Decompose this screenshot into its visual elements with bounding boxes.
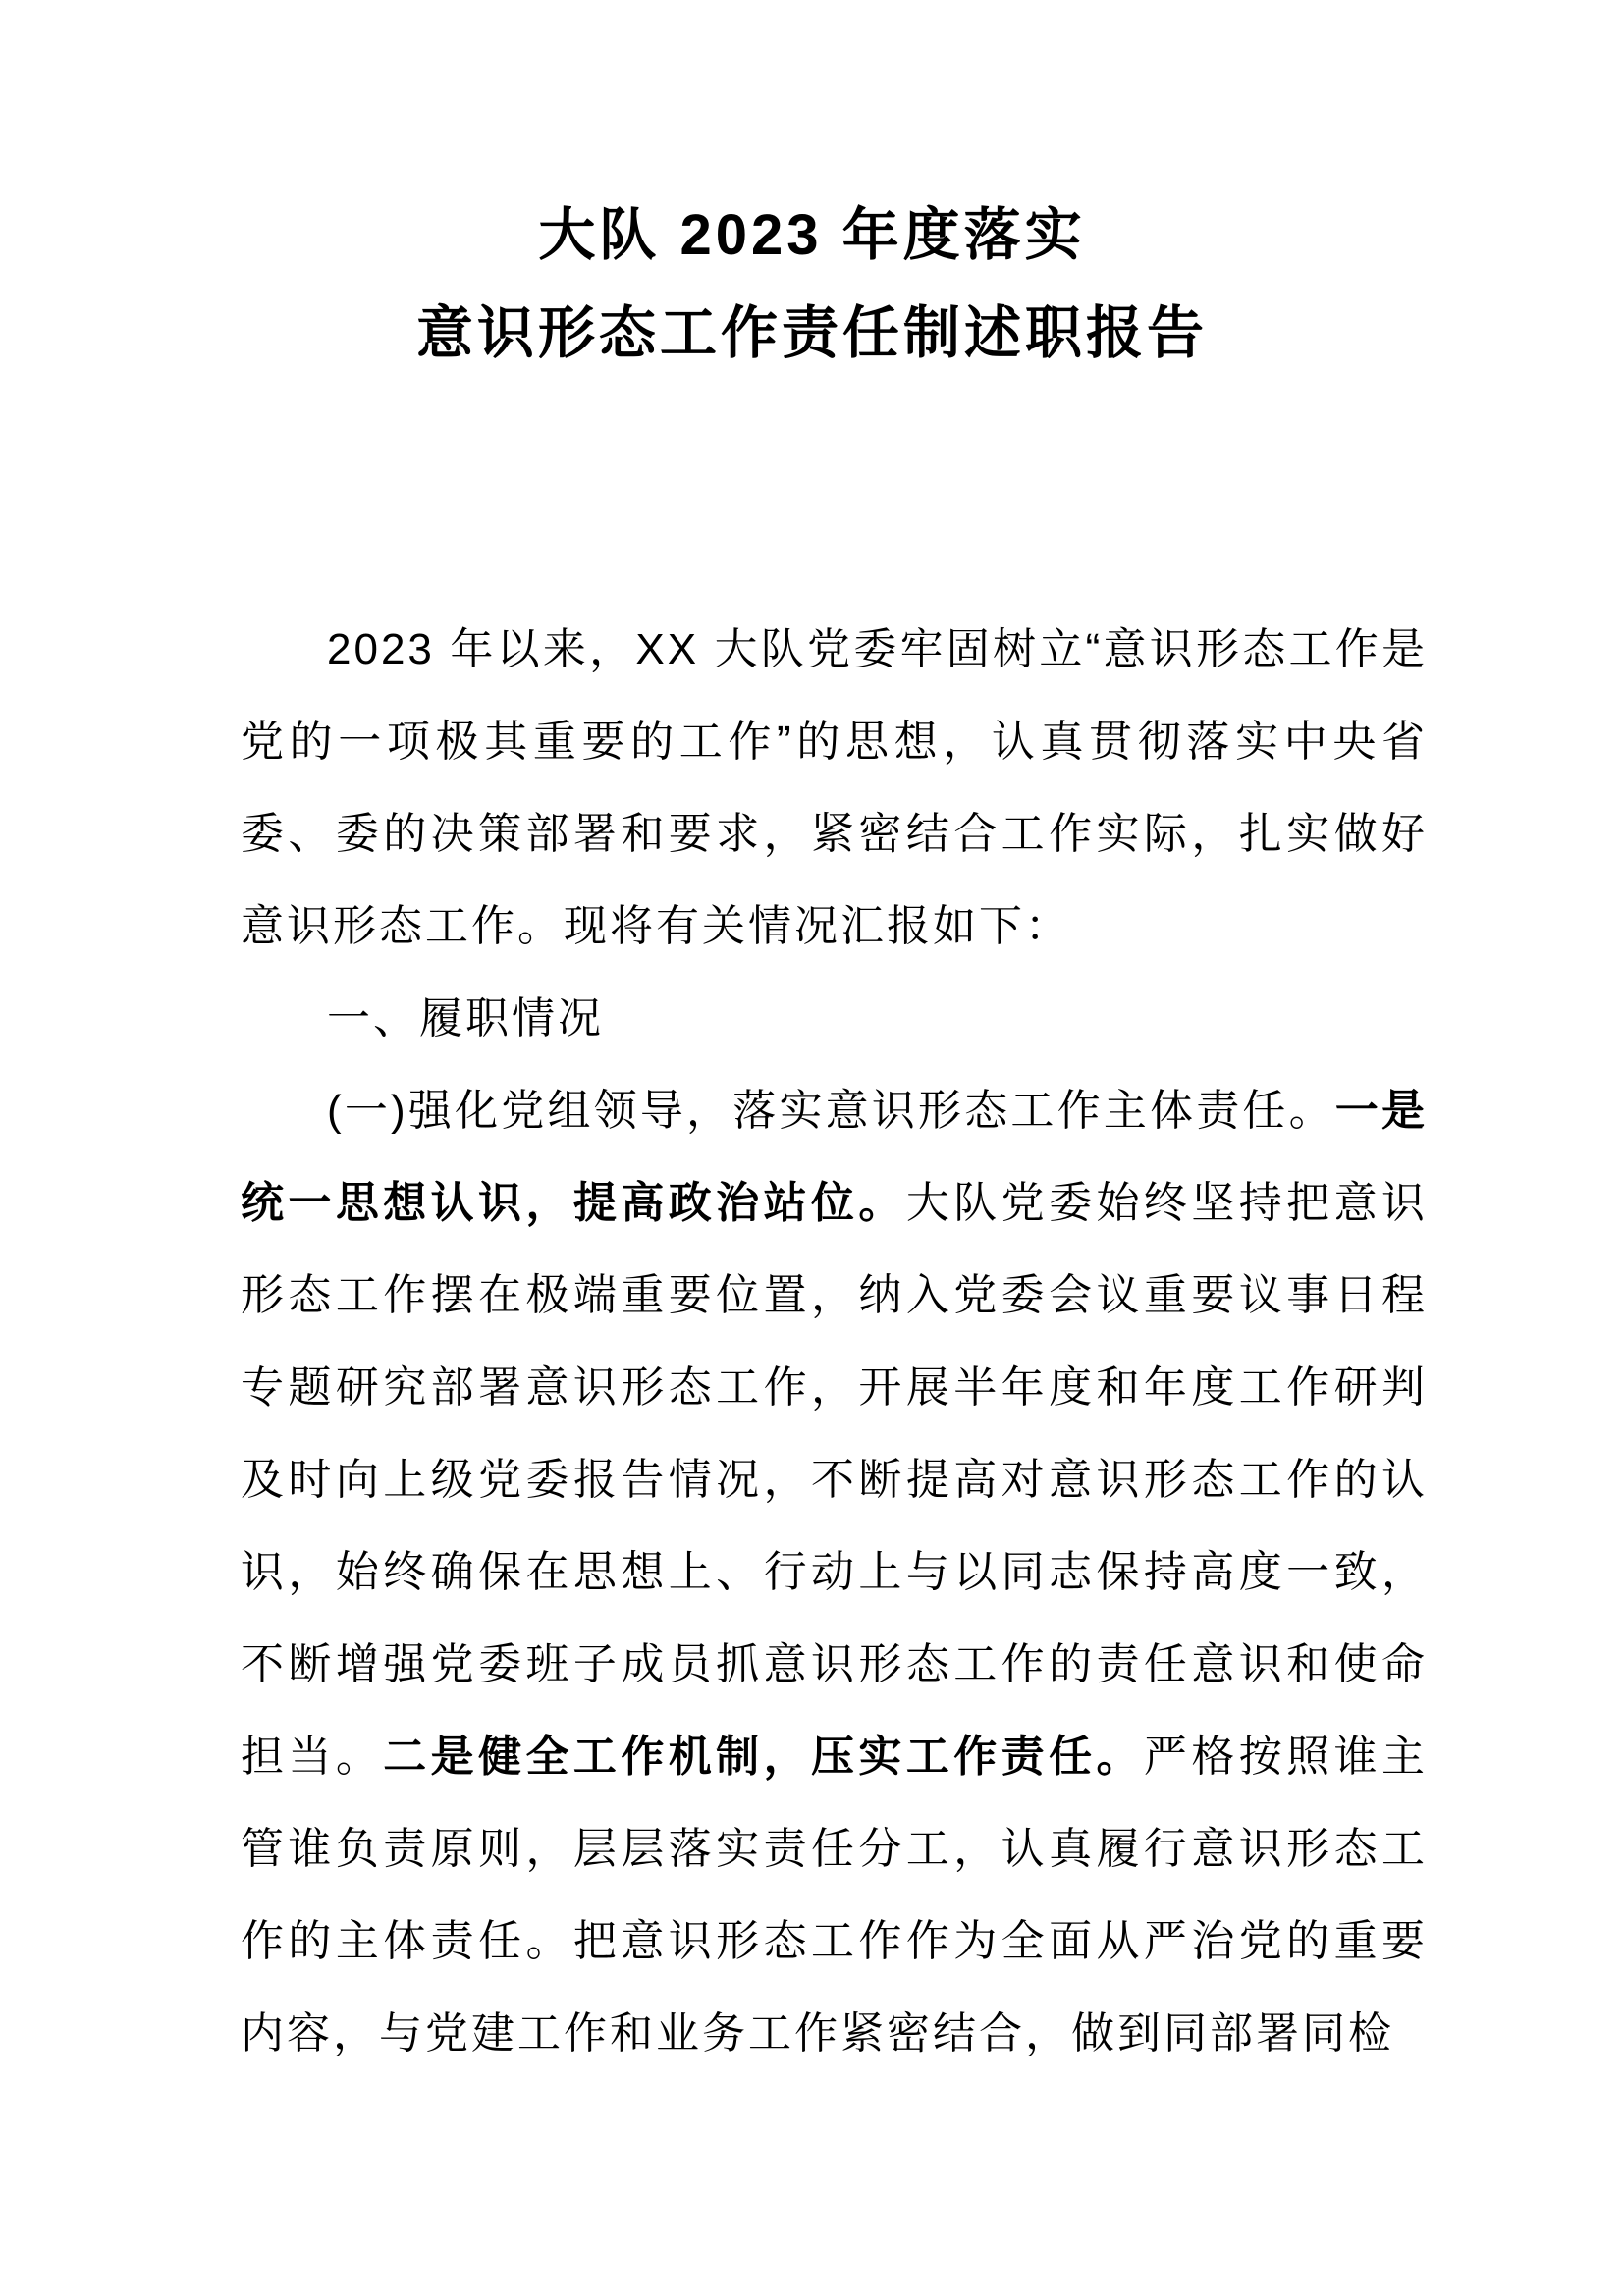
section-heading-text: 一、履职情况 — [327, 994, 604, 1042]
document-title-line-1: 大队 2023 年度落实 — [538, 203, 1086, 267]
duty-run-1: (一)强化党组领导，落实意识形态工作主体责任。 — [327, 1087, 1335, 1135]
duty-run-3: 大队党委始终坚持把意识形态工作摆在极端重要位置，纳入党委会议重要议事日程专题研究部署意识形态工作，开展半年度和年度工作研判及时向上级党委报告情况，不断提高对意识形态工作的认识，始终确保在思想上、行动上与以同志保持高度一致，不断增强党委班子成员抓意识形态工作的责任意识和使命担当。 — [241, 1179, 1429, 1781]
document-body — [0, 604, 1624, 2080]
document-title — [0, 0, 1624, 383]
duty-run-2-bold: 一是统一思想认识，提高政治站位。 — [241, 1087, 1428, 1227]
duty-run-5: 严格按照谁主管谁负责原则，层层落实责任分工，认真履行意识形态工作的主体责任。把意识形态工作作为全面从严治党的重要内容，与党建工作和业务工作紧密结合，做到同部署同检 — [241, 1733, 1429, 2057]
section-heading-performance — [241, 973, 1428, 1065]
duty-paragraph — [241, 1065, 1428, 2080]
duty-run-4-bold: 二是健全工作机制，压实工作责任。 — [383, 1733, 1144, 1781]
intro-paragraph-text: 2023 年以来，XX 大队党委牢固树立“意识形态工作是党的一项极其重要的工作”的思想，认真贯彻落实中央省委、委的决策部署和要求，紧密结合工作实际，扎实做好意识形态工作。现将有关情况汇报如下： — [241, 625, 1428, 950]
intro-paragraph — [241, 604, 1428, 973]
document-title-line-2: 意识形态工作责任制述职报告 — [415, 301, 1208, 365]
